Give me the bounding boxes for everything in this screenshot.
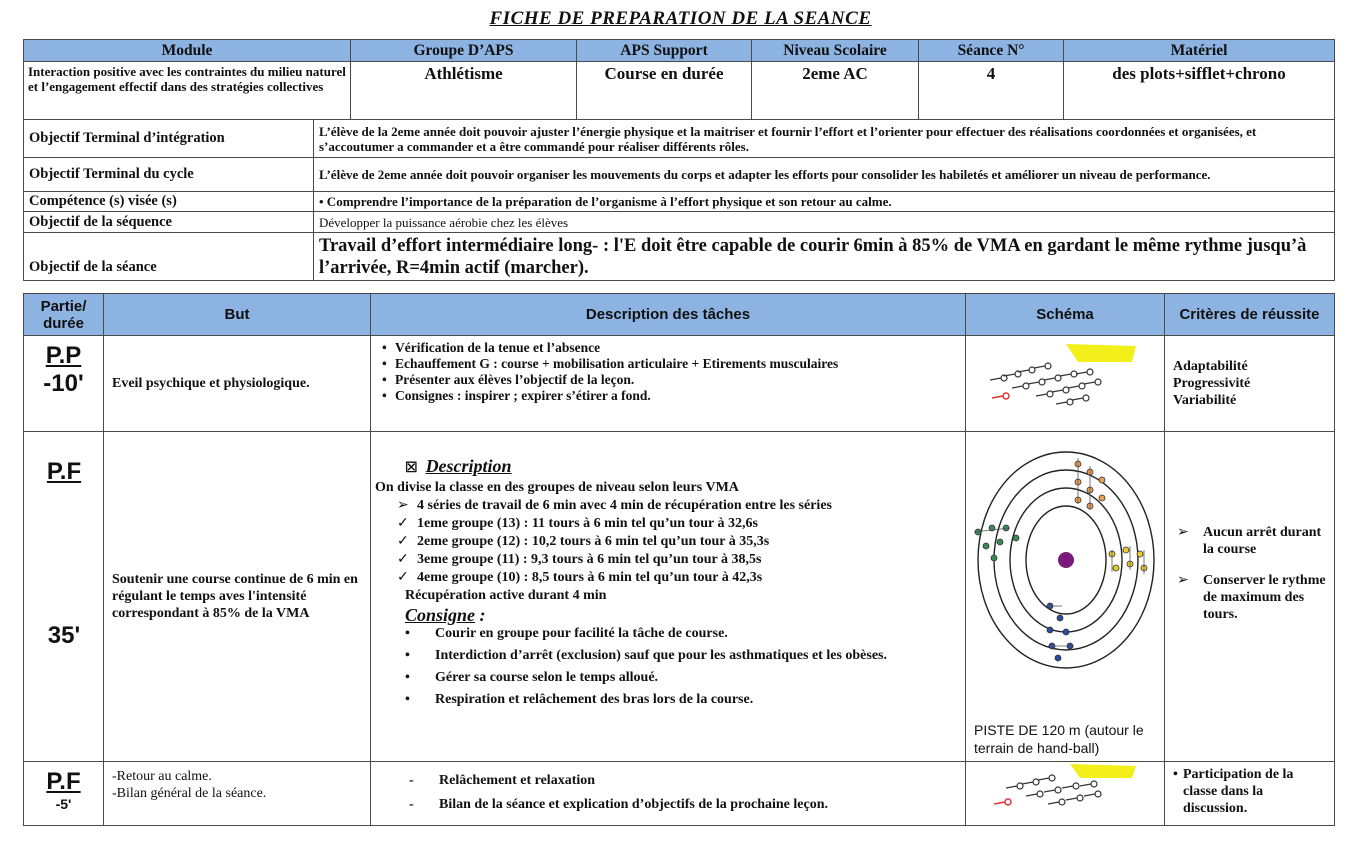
part-cell — [24, 432, 104, 762]
col-criteres: Critères de réussite — [1165, 294, 1335, 336]
col-seance: Séance N° — [919, 40, 1064, 62]
row-pf-final — [24, 762, 1335, 826]
but-cell — [104, 762, 371, 826]
tasks-cell — [371, 762, 966, 826]
consigne-item: • Interdiction d’arrêt (exclusion) sauf que pour les asthmatiques et les obèses. — [405, 647, 957, 665]
seance-value: 4 — [919, 62, 1064, 120]
col-materiel: Matériel — [1064, 40, 1335, 62]
criteria-item: • Participation de la classe dans la discussion. — [1173, 766, 1326, 817]
track-caption: PISTE DE 120 m (autour le terrain de hand-ball) — [974, 722, 1144, 756]
part-label: P.P — [45, 342, 82, 369]
objective-label: Objectif Terminal du cycle — [24, 158, 314, 192]
task-item: • Présenter aux élèves l’objectif de la leçon. — [379, 372, 957, 388]
task-item: • Vérification de la tenue et l’absence — [379, 340, 957, 356]
objective-value: Développer la puissance aérobie chez les élèves — [314, 212, 1335, 233]
col-niveau: Niveau Scolaire — [752, 40, 919, 62]
part-label: P.F — [46, 458, 82, 485]
cooldown-diagram — [966, 762, 1165, 820]
group-item: ✓ 4eme groupe (10) : 8,5 tours à 6 min tel qu’un tour à 42,3s — [389, 569, 957, 587]
schema-cell — [966, 432, 1165, 762]
groupe-aps-value: Athlétisme — [351, 62, 577, 120]
criteria-item: Progressivité — [1173, 376, 1251, 391]
objective-label: Compétence (s) visée (s) — [24, 192, 314, 212]
series-item: ➢ 4 séries de travail de 6 min avec 4 min de récupération entre les séries — [389, 497, 957, 515]
col-groupe-aps: Groupe D’APS — [351, 40, 577, 62]
but-line: -Retour au calme. — [112, 769, 212, 784]
track-diagram — [966, 442, 1165, 702]
part-cell — [24, 336, 104, 432]
objective-value: L’élève de 2eme année doit pouvoir organiser les mouvements du corps et adapter les efforts pour consolider les habiletés et améliorer un niveau de performance. — [314, 158, 1335, 192]
criteria-cell — [1165, 432, 1335, 762]
col-but: But — [104, 294, 371, 336]
document-title: FICHE DE PREPARATION DE LA SEANCE — [489, 8, 872, 29]
objective-label: Objectif de la séance — [24, 233, 314, 281]
aps-support-value: Course en durée — [577, 62, 752, 120]
group-item: ✓ 1eme groupe (13) : 11 tours à 6 min tel qu’un tour à 32,6s — [389, 515, 957, 533]
criteria-item: ➢ Conserver le rythme de maximum des tours. — [1173, 572, 1326, 623]
consigne-item: • Gérer sa course selon le temps alloué. — [405, 669, 957, 687]
consigne-item: • Courir en groupe pour facilité la tâche de course. — [405, 625, 957, 643]
criteria-item: Adaptabilité — [1173, 359, 1248, 374]
objective-label: Objectif Terminal d’intégration — [24, 120, 314, 158]
checkbox-icon: ☒ — [405, 461, 418, 476]
objective-value: Travail d’effort intermédiaire long- : l'E doit être capable de courir 6min à 85% de VMA en gardant le même rythme jusqu’à l’arrivée, R=4min actif (marcher). — [314, 233, 1335, 281]
consigne-item: • Respiration et relâchement des bras lors de la course. — [405, 691, 957, 709]
row-pp — [24, 336, 1335, 432]
schema-cell — [966, 762, 1165, 826]
materiel-value: des plots+sifflet+chrono — [1064, 62, 1335, 120]
part-label: P.F — [46, 768, 81, 795]
task-item: • Echauffement G : course + mobilisation articulaire + Etirements musculaires — [379, 356, 957, 372]
part-duration: -10' — [43, 370, 84, 397]
part-duration: -5' — [55, 796, 72, 812]
group-item: ✓ 3eme groupe (11) : 9,3 tours à 6 min tel qu’un tour à 38,5s — [389, 551, 957, 569]
col-aps-support: APS Support — [577, 40, 752, 62]
objective-value: • Comprendre l’importance de la préparation de l’organisme à l’effort physique et son retour au calme. — [314, 192, 1335, 212]
consigne-heading: Consigne : — [405, 605, 486, 625]
task-item: • Consignes : inspirer ; expirer s’étirer a fond. — [379, 388, 957, 404]
criteria-item: ➢ Aucun arrêt durant la course — [1173, 524, 1326, 558]
plan-table — [23, 293, 1335, 826]
group-item: ✓ 2eme groupe (12) : 10,2 tours à 6 min tel qu’un tour à 35,3s — [389, 533, 957, 551]
tasks-cell — [371, 336, 966, 432]
part-cell — [24, 762, 104, 826]
but-line: -Bilan général de la séance. — [112, 786, 267, 801]
task-item: - Bilan de la séance et explication d’objectifs de la prochaine leçon. — [379, 796, 957, 814]
objective-label: Objectif de la séquence — [24, 212, 314, 233]
task-item: - Relâchement et relaxation — [379, 772, 957, 790]
niveau-value: 2eme AC — [752, 62, 919, 120]
col-module: Module — [24, 40, 351, 62]
criteria-item: Variabilité — [1173, 393, 1237, 408]
col-schema: Schéma — [966, 294, 1165, 336]
col-description: Description des tâches — [371, 294, 966, 336]
module-value: Interaction positive avec les contraintes du milieu naturel et l’engagement effectif dans des stratégies collectives — [24, 62, 351, 120]
description-intro: On divise la classe en des groupes de niveau selon leurs VMA — [375, 480, 739, 495]
criteria-cell — [1165, 762, 1335, 826]
objective-value: L’élève de la 2eme année doit pouvoir ajuster l’énergie physique et la maitriser et fournir l’effort et l’orienter pour effectuer des réalisations coordonnées et organisées, et s’accoutumer a commander et a être commandé pour réaliser différents rôles. — [314, 120, 1335, 158]
criteria-cell — [1165, 336, 1335, 432]
col-partie: Partie/ durée — [24, 294, 104, 336]
part-duration: 35' — [47, 622, 81, 649]
recovery-text: Récupération active durant 4 min — [405, 588, 607, 603]
description-heading: ☒ Description — [405, 456, 512, 476]
but-cell: Eveil psychique et physiologique. — [104, 336, 371, 432]
but-cell: Soutenir une course continue de 6 min en régulant le temps aves l'intensité correspondant à 85% de la VMA — [104, 432, 371, 762]
warmup-diagram — [966, 336, 1165, 426]
schema-cell — [966, 336, 1165, 432]
header-table — [23, 39, 1335, 281]
row-pf — [24, 432, 1335, 762]
tasks-cell — [371, 432, 966, 762]
